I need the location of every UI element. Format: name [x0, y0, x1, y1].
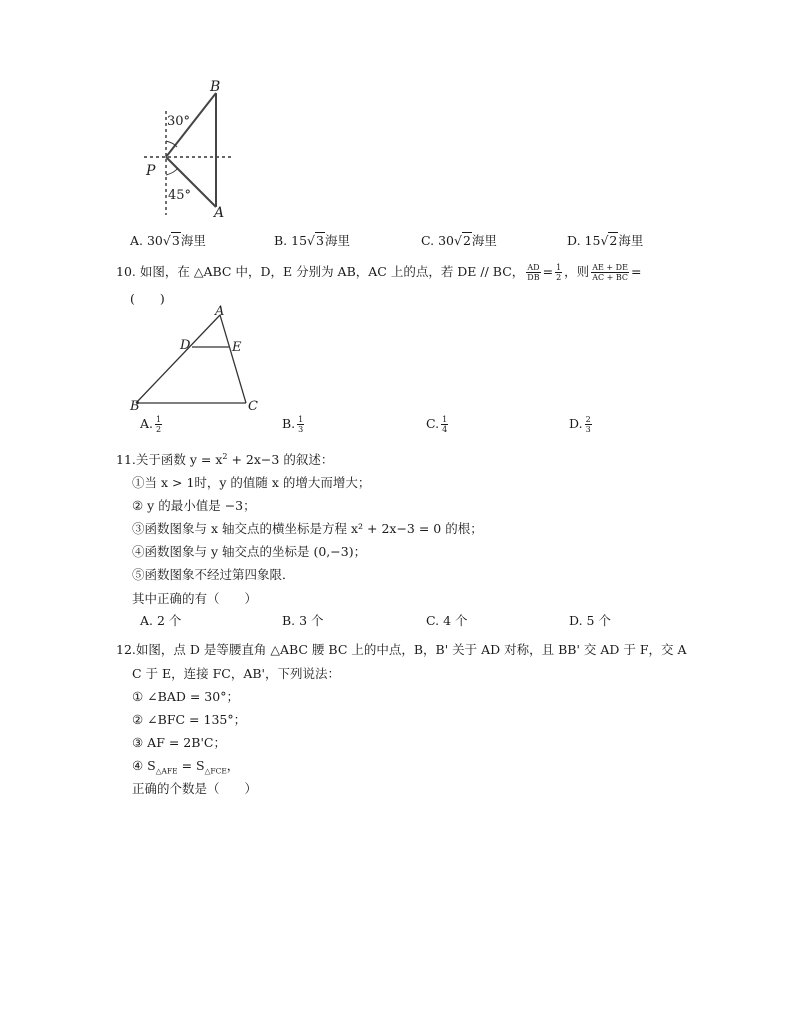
q10-blank: ( ) [130, 291, 165, 306]
q10-option-b: B. $\frac{1}{3}$ [282, 415, 304, 434]
q10-fraction-ask: $\frac{AE + DE}{AC + BC}$ [592, 263, 629, 282]
q12-item-4: ④ $S_{\triangle AFE} = S_{\triangle FCE}$， [132, 758, 240, 776]
q11-option-a: A. 2 个 [140, 613, 182, 628]
q10-label-b: B [130, 399, 140, 414]
q10-stem: 10. 如图，在 △ABC 中，D，E 分别为 AB，AC 上的点，若 DE // BC， $\frac{AD}{DB}$ = $\frac{1}{2}$ ，则 $\frac{AE + DE}{AC + BC}$ = [116, 263, 642, 282]
q11-stem: 11.关于函数 $y = x^2 + 2x-3$ 的叙述： [116, 451, 334, 467]
q11-option-d: D. 5 个 [569, 613, 611, 628]
q12-line-1: 12.如图，点 D 是等腰直角 △ABC 腰 BC 上的中点，B，B' 关于 AD 对称，且 BB' 交 AD 于 F，交 A [116, 642, 687, 657]
q11-item-3: ③函数图象与 x 轴交点的横坐标是方程 x² + 2x−3 = 0 的根； [132, 521, 483, 536]
q10-option-c: C. $\frac{1}{4}$ [426, 415, 448, 434]
q12-question: 正确的个数是（ ） [132, 781, 258, 796]
q10-label-e: E [232, 340, 242, 355]
q12-item-3: ③ AF = 2B'C； [132, 735, 226, 750]
q11-item-1: ①当 x > 1时，y 的值随 x 的增大而增大； [132, 475, 371, 490]
q11-item-5: ⑤函数图象不经过第四象限． [132, 567, 295, 582]
q11-question: 其中正确的有（ ） [132, 591, 258, 606]
q10-fraction-given: $\frac{AD}{DB}$ [527, 263, 540, 282]
q10-label-d: D [180, 338, 191, 353]
q9-label-b: B [210, 79, 221, 95]
q10-figure [128, 305, 268, 415]
q9-label-a: A [214, 205, 225, 221]
q12-item-1: ① ∠BAD = 30°； [132, 689, 239, 704]
q9-option-b: B. 15√3海里 [274, 233, 350, 248]
q10-label-a: A [215, 305, 225, 319]
q9-angle-top: 30° [167, 114, 191, 129]
q9-figure [138, 75, 238, 225]
q11-option-c: C. 4 个 [426, 613, 468, 628]
q9-label-p: P [146, 163, 156, 179]
q10-option-d: D. $\frac{2}{3}$ [569, 415, 591, 434]
q9-option-d: D. 15√2海里 [567, 233, 644, 248]
q11-item-2: ② y 的最小值是 −3； [132, 498, 256, 513]
q9-angle-bottom: 45° [168, 188, 192, 203]
q10-fraction-half: $\frac{1}{2}$ [556, 263, 562, 282]
q12-item-2: ② ∠BFC = 135°； [132, 712, 247, 727]
q10-option-a: A. $\frac{1}{2}$ [140, 415, 162, 434]
q9-option-c: C. 30√2海里 [421, 233, 497, 248]
q12-line-2: C 于 E，连接 FC，AB'，下列说法： [132, 666, 340, 681]
q9-option-a: A. 30√3海里 [130, 233, 206, 248]
q11-item-4: ④函数图象与 y 轴交点的坐标是 (0,−3)； [132, 544, 367, 559]
q11-option-b: B. 3 个 [282, 613, 324, 628]
q10-label-c: C [248, 399, 258, 414]
